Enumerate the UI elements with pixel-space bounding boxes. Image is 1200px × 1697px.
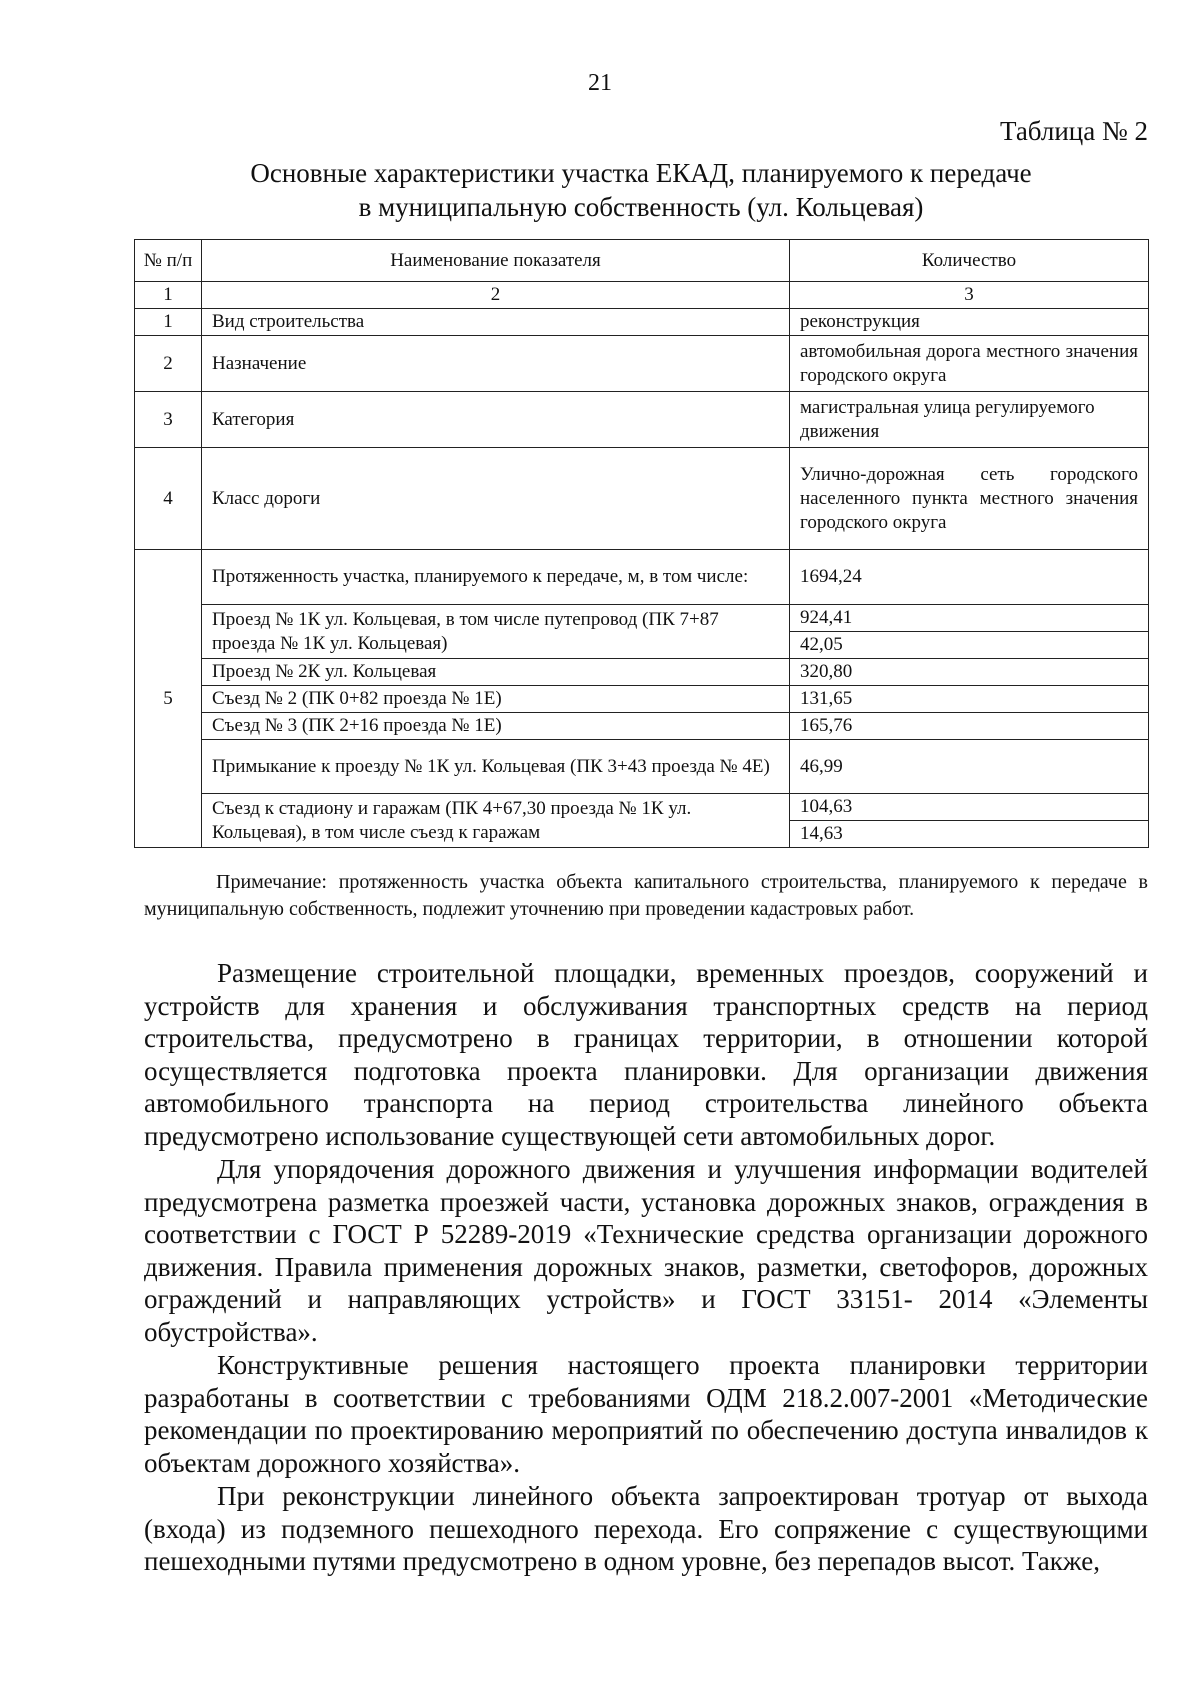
table-note	[144, 869, 1148, 923]
row-value: 924,41	[790, 605, 1149, 632]
row-value: 1694,24	[790, 550, 1149, 605]
col-number-3: 3	[790, 282, 1149, 309]
paragraph: Для упорядочения дорожного движения и улучшения информации водителей предусмотрена разметка проезжей части, установка дорожных знаков, ограждения в соответствии с ГОСТ Р 52289-2019 «Технические средства организации дорожного движения. Правила применения дорожных знаков, разметки, светофоров, дорожных ограждений и направляющих устройств» и ГОСТ 33151- 2014 «Элементы обустройства».	[144, 1154, 1148, 1347]
table-title	[134, 156, 1148, 224]
table-row	[135, 659, 1149, 686]
header-quantity: Количество	[790, 240, 1149, 282]
row-name: Категория	[202, 392, 790, 448]
row-name: Класс дороги	[202, 448, 790, 550]
table-caption: Таблица № 2	[1000, 116, 1148, 146]
body-text	[144, 957, 1148, 1579]
table-title-line-2: в муниципальную собственность (ул. Кольцевая)	[358, 192, 924, 222]
row-name: Вид строительства	[202, 309, 790, 336]
row-value: магистральная улица регулируемого движения	[790, 392, 1149, 448]
row-value: 165,76	[790, 713, 1149, 740]
table-row	[135, 392, 1149, 448]
row-name: Съезд к стадиону и гаражам (ПК 4+67,30 проезда № 1К ул. Кольцевая), в том числе съезд к гаражам	[202, 794, 790, 848]
row-value: 46,99	[790, 740, 1149, 794]
characteristics-table	[134, 239, 1149, 848]
table-row	[135, 605, 1149, 632]
row-name: Съезд № 2 (ПК 0+82 проезда № 1Е)	[202, 686, 790, 713]
row-value: 14,63	[790, 821, 1149, 848]
table-row	[135, 713, 1149, 740]
table-row	[135, 686, 1149, 713]
table-row	[135, 336, 1149, 392]
row-value: 131,65	[790, 686, 1149, 713]
row-name: Назначение	[202, 336, 790, 392]
column-numbers-row	[135, 282, 1149, 309]
row-value: 104,63	[790, 794, 1149, 821]
paragraph: Конструктивные решения настоящего проекта планировки территории разработаны в соответствии с требованиями ОДМ 218.2.007-2001 «Методические рекомендации по проектированию мероприятий по обеспечению доступа инвалидов к объектам дорожного хозяйства».	[144, 1350, 1148, 1478]
row-number: 2	[135, 336, 202, 392]
header-name: Наименование показателя	[202, 240, 790, 282]
paragraph: Размещение строительной площадки, временных проездов, сооружений и устройств для хранения и обслуживания транспортных средств на период строительства, предусмотрено в границах территории, в отношении которой осуществляется подготовка проекта планировки. Для организации движения автомобильного транспорта на период строительства линейного объекта предусмотрено использование существующей сети автомобильных дорог.	[144, 958, 1148, 1151]
row-value: автомобильная дорога местного значения городского округа	[790, 336, 1149, 392]
header-number: № п/п	[135, 240, 202, 282]
row-value: 320,80	[790, 659, 1149, 686]
row-number: 4	[135, 448, 202, 550]
table-row	[135, 740, 1149, 794]
note-text: Примечание: протяженность участка объекта капитального строительства, планируемого к передаче в муниципальную собственность, подлежит уточнению при проведении кадастровых работ.	[144, 871, 1148, 920]
row-name: Примыкание к проезду № 1К ул. Кольцевая (ПК 3+43 проезда № 4Е)	[202, 740, 790, 794]
row-value: 42,05	[790, 632, 1149, 659]
col-number-1: 1	[135, 282, 202, 309]
row-name: Съезд № 3 (ПК 2+16 проезда № 1Е)	[202, 713, 790, 740]
page-number: 21	[588, 70, 612, 96]
row-number: 3	[135, 392, 202, 448]
row-name: Протяженность участка, планируемого к передаче, м, в том числе:	[202, 550, 790, 605]
row-name: Проезд № 1К ул. Кольцевая, в том числе путепровод (ПК 7+87 проезда № 1К ул. Кольцевая)	[202, 605, 790, 659]
row-number: 5	[135, 550, 202, 848]
row-number: 1	[135, 309, 202, 336]
row-name: Проезд № 2К ул. Кольцевая	[202, 659, 790, 686]
paragraph: При реконструкции линейного объекта запроектирован тротуар от выхода (входа) из подземного пешеходного перехода. Его сопряжение с существующими пешеходными путями предусмотрено в одном уровне, без перепадов высот. Также,	[144, 1481, 1148, 1576]
row-value: реконструкция	[790, 309, 1149, 336]
table-row	[135, 309, 1149, 336]
row-value: Улично-дорожная сеть городского населенного пункта местного значения городского округа	[790, 448, 1149, 550]
table-row	[135, 550, 1149, 605]
col-number-2: 2	[202, 282, 790, 309]
table-header-row	[135, 240, 1149, 282]
table-row	[135, 794, 1149, 821]
table-title-line-1: Основные характеристики участка ЕКАД, планируемого к передаче	[250, 158, 1032, 188]
table-row	[135, 448, 1149, 550]
